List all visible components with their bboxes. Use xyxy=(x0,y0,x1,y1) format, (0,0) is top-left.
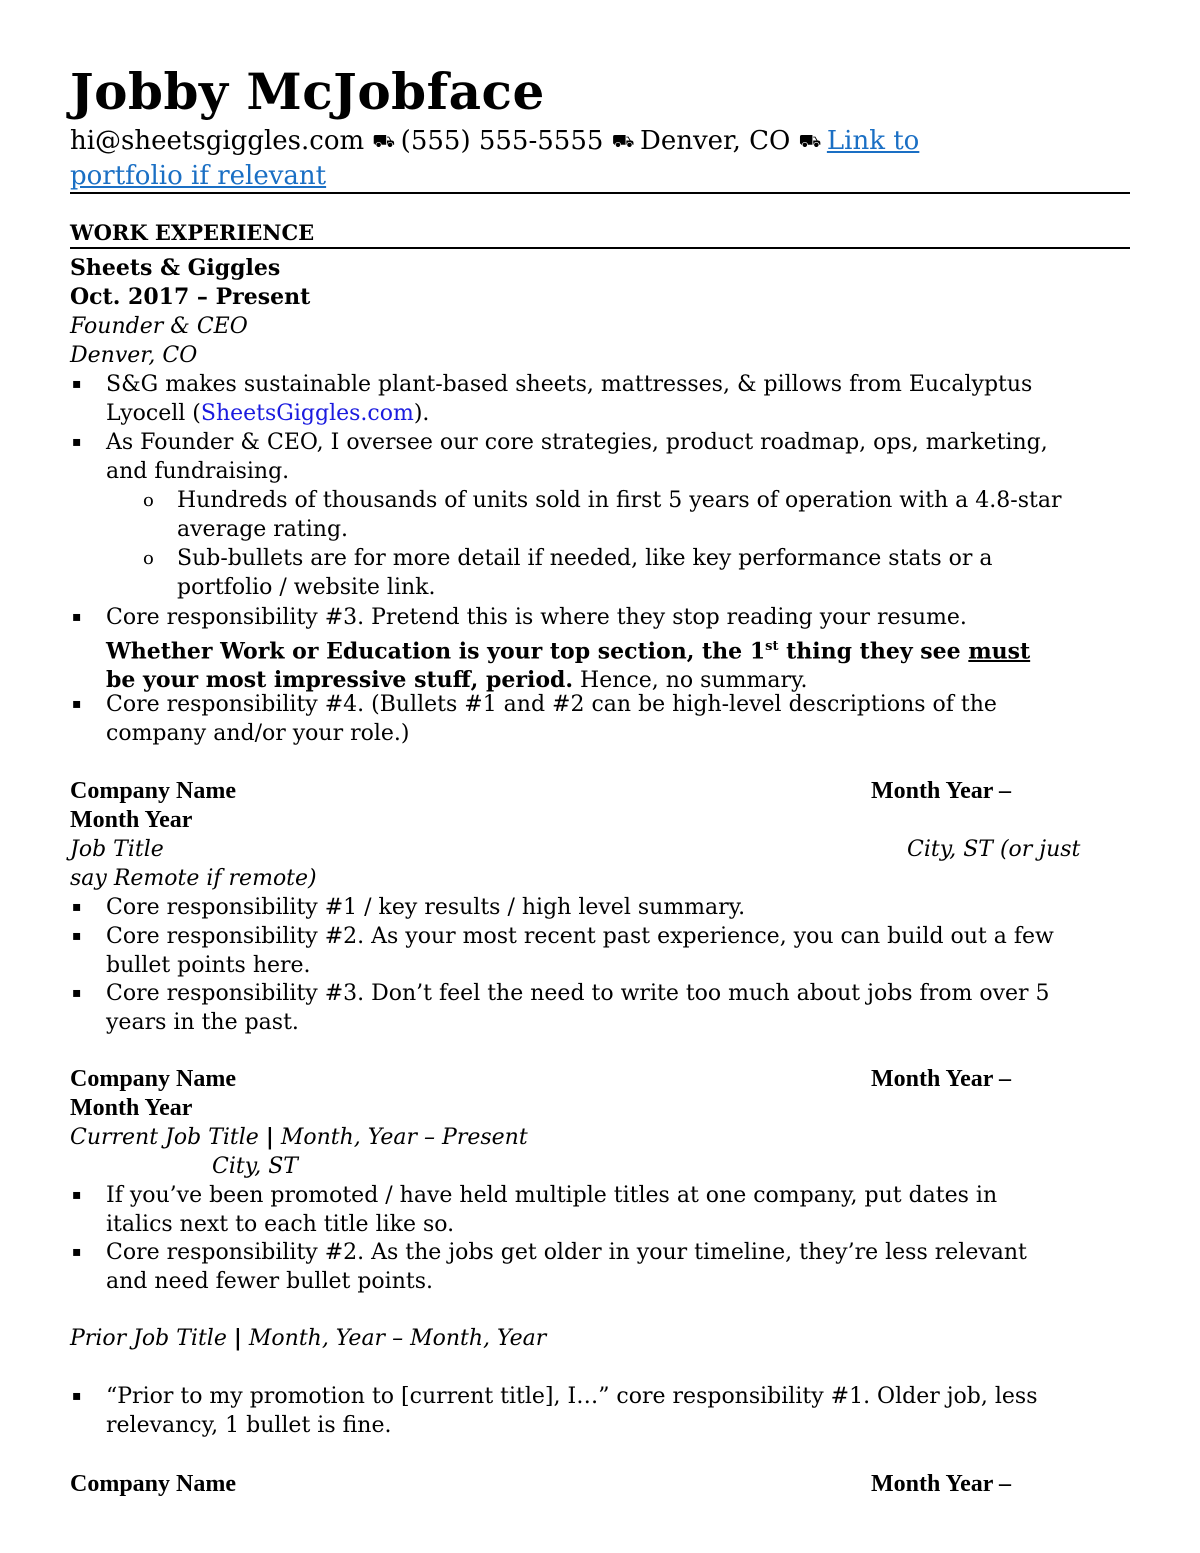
job4-dates-start: Month Year – xyxy=(871,1471,1011,1497)
bullet-marker: ▪ xyxy=(72,928,82,944)
job3-title: Current Job Title xyxy=(70,1125,259,1150)
list-item: ▪ Core responsibility #2. As the jobs get older in your timeline, they’re less relevant and need fewer bullet points. xyxy=(72,1240,1027,1294)
list-item: ▪ “Prior to my promotion to [current title], I…” core responsibility #1. Older job, less relevancy, 1 bullet is fine. xyxy=(72,1384,1038,1438)
list-item: ▪ Core responsibility #1 / key results / high level summary. xyxy=(72,895,746,920)
job1-location: Denver, CO xyxy=(70,343,198,368)
job3-dates-start: Month Year – xyxy=(871,1066,1011,1092)
list-item: ▪ Core responsibility #3. Pretend this is where they stop reading your resume. Whether Work or Education is your top section, the 1st thing they see must be your most impressive stuff, period. Hence, no summary. xyxy=(72,605,1031,694)
bullet-marker: ▪ xyxy=(72,434,82,450)
job3-title-dates: Month, Year – Present xyxy=(280,1125,528,1150)
job2-dates-start: Month Year – xyxy=(871,778,1011,804)
prior-title-line xyxy=(70,1324,546,1353)
prior-job-title: Prior Job Title xyxy=(70,1326,227,1351)
candidate-name: Jobby McJobface xyxy=(70,62,545,121)
section-heading-work: WORK EXPERIENCE xyxy=(70,220,315,245)
bullet-marker: ▪ xyxy=(72,899,82,915)
sub-bullet-marker: o xyxy=(143,548,154,569)
contact-line xyxy=(70,124,1130,193)
bus-icon: ⛟ xyxy=(798,131,822,152)
bullet-marker: ▪ xyxy=(72,696,82,712)
job3-dates-end: Month Year xyxy=(70,1095,193,1121)
pipe-separator: | xyxy=(265,1124,274,1150)
job4-company: Company Name xyxy=(70,1471,236,1497)
bullet-marker: ▪ xyxy=(72,985,82,1001)
email-text: hi@sheetsgiggles.com xyxy=(70,126,365,156)
location-text: Denver, CO xyxy=(639,126,791,156)
job3-location: City, ST xyxy=(212,1154,298,1179)
bullet-marker: ▪ xyxy=(72,376,82,392)
sub-bullet-marker: o xyxy=(143,490,154,511)
sub-list-item: o Hundreds of thousands of units sold in first 5 years of operation with a 4.8-star average rating. xyxy=(143,488,1062,542)
portfolio-link[interactable]: Link to portfolio if relevant xyxy=(70,126,920,191)
list-item: ▪ Core responsibility #4. (Bullets #1 and #2 can be high-level descriptions of the company and/or your role.) xyxy=(72,692,997,746)
job1-title: Founder & CEO xyxy=(70,314,248,339)
list-item: ▪ Core responsibility #3. Don’t feel the need to write too much about jobs from over 5 years in the past. xyxy=(72,981,1050,1035)
list-item: ▪ Core responsibility #2. As your most recent past experience, you can build out a few bullet points here. xyxy=(72,924,1054,978)
bullet-marker: ▪ xyxy=(72,609,82,625)
job2-location: City, ST (or just xyxy=(907,837,1081,862)
header-divider xyxy=(70,192,1130,194)
bullet-marker: ▪ xyxy=(72,1187,82,1203)
job2-location-cont: say Remote if remote) xyxy=(70,866,317,891)
section-divider xyxy=(70,247,1130,249)
job1-dates: Oct. 2017 – Present xyxy=(70,284,311,310)
job2-company: Company Name xyxy=(70,778,236,804)
job3-title-line xyxy=(70,1123,528,1152)
list-item: ▪ If you’ve been promoted / have held multiple titles at one company, put dates in italics next to each title like so. xyxy=(72,1183,998,1237)
job2-title: Job Title xyxy=(70,837,164,862)
job2-dates-end: Month Year xyxy=(70,807,193,833)
prior-dates-start: Month, Year – xyxy=(248,1326,411,1351)
bullet-marker: ▪ xyxy=(72,1244,82,1260)
list-item: ▪ As Founder & CEO, I oversee our core strategies, product roadmap, ops, marketing, and fundraising. xyxy=(72,430,1048,484)
bus-icon: ⛟ xyxy=(611,131,635,152)
sheetsgiggles-link[interactable]: SheetsGiggles.com xyxy=(200,401,414,426)
bus-icon: ⛟ xyxy=(372,131,396,152)
phone-text: (555) 555-5555 xyxy=(400,126,604,156)
sub-list-item: o Sub-bullets are for more detail if needed, like key performance stats or a portfolio / website link. xyxy=(143,546,993,600)
job3-company: Company Name xyxy=(70,1066,236,1092)
prior-dates-end: Month, Year xyxy=(410,1326,547,1351)
job1-company: Sheets & Giggles xyxy=(70,255,281,281)
pipe-separator: | xyxy=(233,1325,242,1351)
list-item: ▪ S&G makes sustainable plant-based sheets, mattresses, & pillows from Eucalyptus Lyocell (SheetsGiggles.com). xyxy=(72,372,1033,426)
bullet-marker: ▪ xyxy=(72,1388,82,1404)
